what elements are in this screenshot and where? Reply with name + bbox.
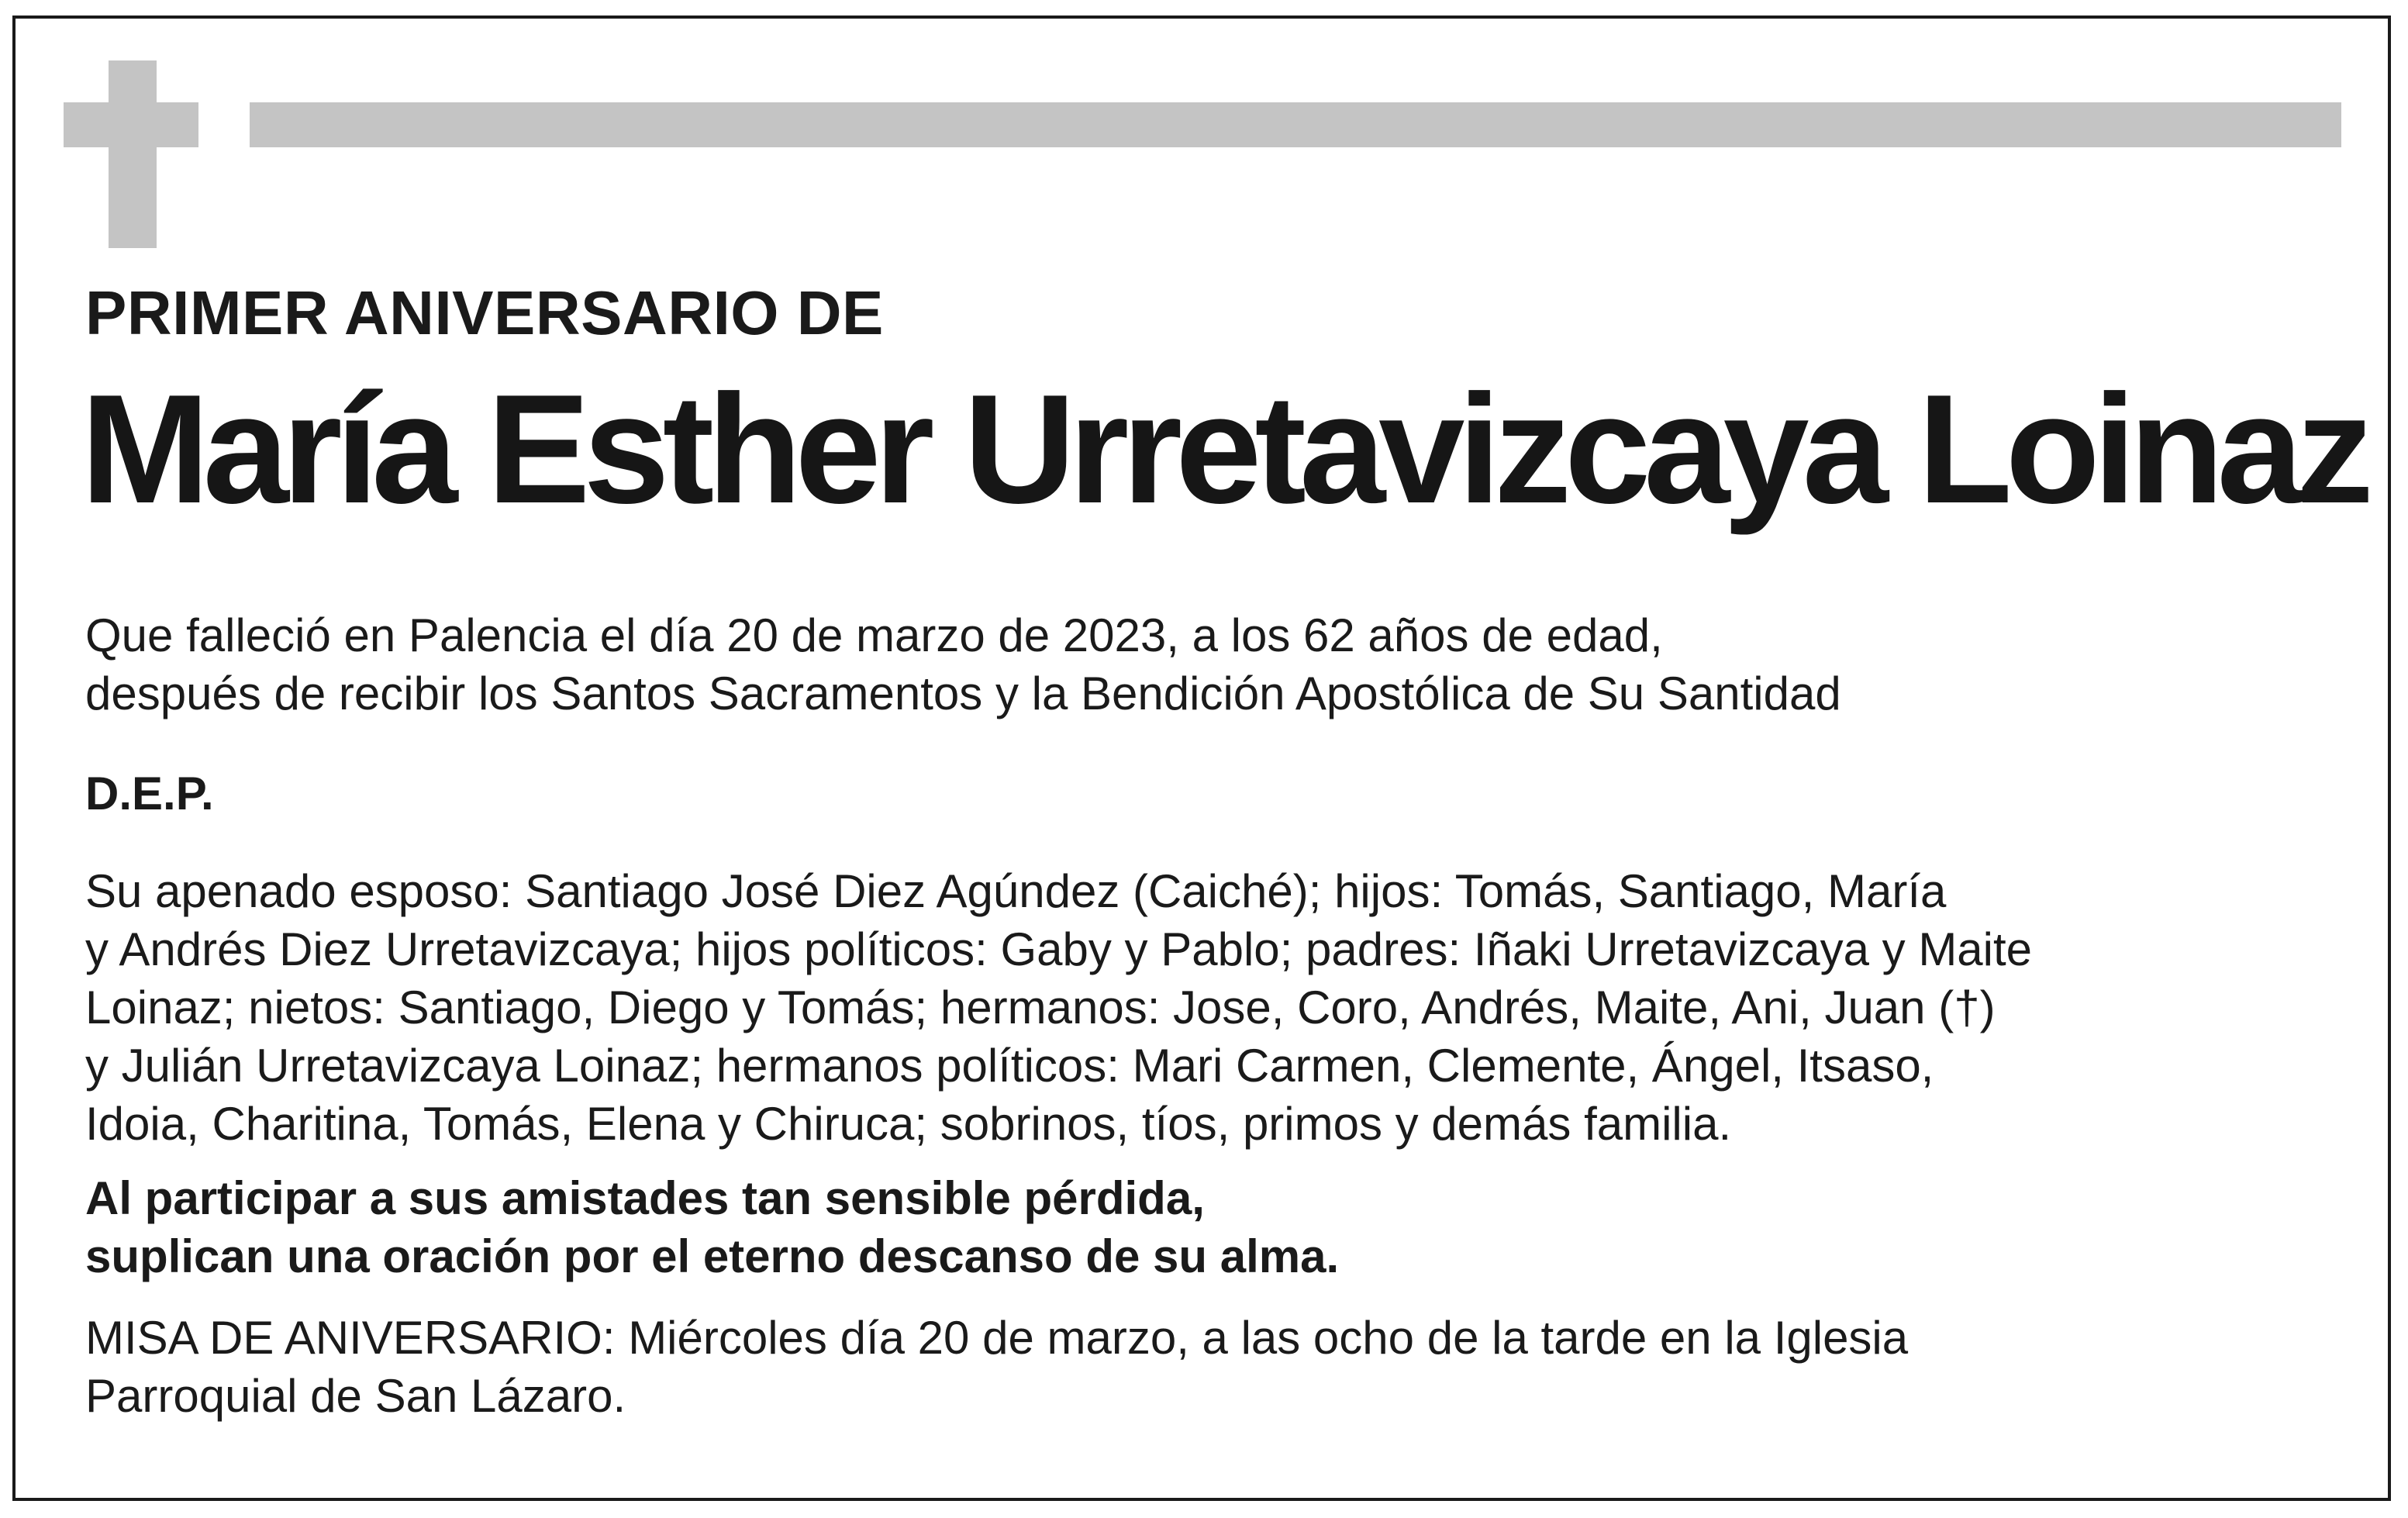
dep-label: D.E.P. <box>85 768 214 819</box>
mass-line: Parroquial de San Lázaro. <box>85 1370 626 1422</box>
mass-announcement <box>85 1309 1908 1425</box>
death-details <box>85 606 1841 723</box>
notice-heading: PRIMER ANIVERSARIO DE <box>85 278 884 347</box>
decorative-rule <box>250 102 2341 147</box>
cross-vertical-bar <box>109 60 157 248</box>
death-details-line: después de recibir los Santos Sacramentos y la Bendición Apostólica de Su Santidad <box>85 668 1841 719</box>
family-line: Su apenado esposo: Santiago José Diez Agúndez (Caiché); hijos: Tomás, Santiago, María <box>85 865 1947 917</box>
family-line: Loinaz; nietos: Santiago, Diego y Tomás; hermanos: Jose, Coro, Andrés, Maite, Ani, Juan (†) <box>85 982 1996 1033</box>
deceased-name: María Esther Urretavizcaya Loinaz <box>81 363 2367 536</box>
mass-line: MISA DE ANIVERSARIO: Miércoles día 20 de marzo, a las ocho de la tarde en la Iglesia <box>85 1312 1909 1364</box>
death-details-line: Que falleció en Palencia el día 20 de marzo de 2023, a los 62 años de edad, <box>85 609 1663 661</box>
family-line: y Andrés Diez Urretavizcaya; hijos políticos: Gaby y Pablo; padres: Iñaki Urretavizcaya y Maite <box>85 923 2033 975</box>
family-list <box>85 862 2032 1153</box>
prayer-line: suplican una oración por el eterno descanso de su alma. <box>85 1230 1340 1282</box>
prayer-line: Al participar a sus amistades tan sensible pérdida, <box>85 1172 1205 1224</box>
family-line: y Julián Urretavizcaya Loinaz; hermanos políticos: Mari Carmen, Clemente, Ángel, Itsaso, <box>85 1040 1934 1092</box>
cross-horizontal-bar <box>64 102 198 147</box>
family-line: Idoia, Charitina, Tomás, Elena y Chiruca; sobrinos, tíos, primos y demás familia. <box>85 1098 1732 1150</box>
prayer-request <box>85 1169 1339 1285</box>
